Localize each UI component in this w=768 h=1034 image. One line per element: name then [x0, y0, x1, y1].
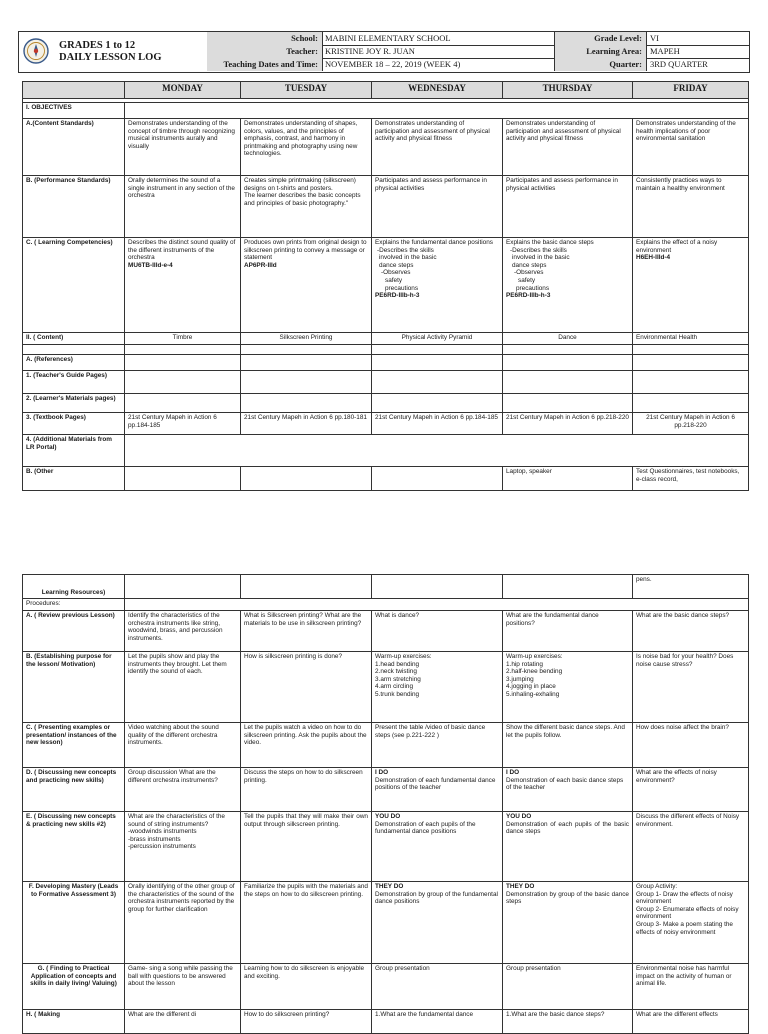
generalization-label: H. ( Making	[23, 1010, 125, 1034]
references-row	[23, 355, 749, 371]
cell-text: Participates and assess performance in physical activities	[503, 176, 633, 238]
cell-line: 3.arm stretching	[375, 675, 421, 683]
cell-line: Warm-up exercises:	[506, 653, 563, 660]
header-row-school	[207, 32, 749, 46]
cell-text: 1.What are the basic dance steps?	[503, 1010, 633, 1034]
cell-line: Demonstration of each basic dance steps of the teacher	[506, 776, 624, 792]
learning-area-value: MAPEH	[650, 46, 680, 56]
practical-application-label: G. ( Finding to Practical Application of concepts and skills in daily living/ Valuing)	[23, 964, 125, 1010]
cell-text: Demonstrates understanding of the health implications of poor environmental sanitation	[633, 119, 749, 176]
cell-text	[633, 882, 749, 964]
teacher-value: KRISTINE JOY R. JUAN	[325, 46, 415, 56]
cell-line: 2.half-knee bending	[506, 668, 563, 676]
cell-text: Environmental noise has harmful impact on the activity of human or animal life.	[633, 964, 749, 1010]
title-line-2: DAILY LESSON LOG	[59, 52, 162, 63]
cell-line: 1.head bending	[375, 660, 420, 668]
cell-line: Explains the effect of a noisy environment	[636, 239, 718, 254]
cell-line: I DO	[506, 769, 520, 776]
content-row	[23, 333, 749, 345]
cell-text	[372, 768, 503, 812]
cell-line: THEY DO	[506, 883, 535, 890]
cell-text: What are the fundamental dance positions?	[503, 611, 633, 652]
developing-mastery-label: F. Developing Mastery (Leads to Formative Assessment 3)	[23, 882, 125, 964]
competency-code: MU6TB-IIId-e-4	[128, 261, 173, 269]
cell-text: Dance	[503, 333, 633, 345]
cell-line: Demonstration by group of the fundamental dance positions	[375, 890, 498, 906]
review-row	[23, 611, 749, 652]
cell-line: Produces own prints from original design to silkscreen printing to convey a message or statement	[244, 239, 367, 262]
practical-application-row	[23, 964, 749, 1010]
cell-text: Show the different basic dance steps. And let the pupils follow.	[503, 723, 633, 768]
cell-line: 1.hip rotating	[506, 660, 543, 668]
quarter-value: 3RD QUARTER	[650, 59, 708, 69]
references-label: A. (References)	[23, 355, 125, 371]
cell-text	[503, 882, 633, 964]
cell-text	[241, 238, 372, 333]
cell-line: Describes the distinct sound quality of the different instruments of the orchestra	[128, 239, 236, 262]
cell-line: -woodwinds instruments	[128, 828, 197, 836]
cell-text: Is noise bad for your health? Does noise cause stress?	[633, 652, 749, 723]
procedures-row	[23, 599, 749, 611]
cell-line: precautions	[385, 284, 419, 292]
cell-line: THEY DO	[375, 883, 404, 890]
cell-text: 21st Century Mapeh in Action 6 pp.184-185	[372, 413, 503, 435]
cell-text: Orally identifying of the other group of the characteristics of the sound of the orchestra instruments reported by the group for further clarification	[125, 882, 241, 964]
cell-line: Demonstration of each pupils of the fundamental dance positions	[375, 820, 476, 836]
cell-text	[503, 768, 633, 812]
school-value: MABINI ELEMENTARY SCHOOL	[325, 33, 451, 43]
cell-text: How does noise affect the brain?	[633, 723, 749, 768]
cell-text: Demonstrates understanding of participation and assessment of physical activity and physical fitness	[372, 119, 503, 176]
cell-line: The learner describes the basic concepts and principles of basic photography."	[244, 192, 361, 207]
cell-text	[372, 652, 503, 723]
spacer-row	[23, 345, 749, 355]
learning-resources-label: Learning Resources)	[23, 575, 125, 599]
cell-line: Demonstration by group of the basic dance steps	[506, 890, 629, 906]
dates-label: Teaching Dates and Time:	[207, 58, 323, 71]
cell-text	[503, 652, 633, 723]
cell-line: -brass instruments	[128, 835, 181, 843]
cell-text: Demonstrates understanding of the concept of timbre through recognizing musical instruments aurally and visually	[125, 119, 241, 176]
cell-line: Explains the basic dance steps	[506, 239, 594, 246]
cell-text: Familiarize the pupils with the materials and the steps on how to do silkscreen printing.	[241, 882, 372, 964]
teacher-label: Teacher:	[207, 45, 323, 58]
title-line-1: GRADES 1 to 12	[59, 40, 136, 51]
corner-cell	[23, 82, 125, 99]
cell-text: Discuss the different effects of Noisy environment.	[633, 812, 749, 882]
cell-line: precautions	[516, 284, 550, 292]
learners-materials-label: 2. (Learner's Materials pages)	[23, 394, 125, 413]
discussing-concepts-row	[23, 768, 749, 812]
cell-text: Orally determines the sound of a single instrument in any section of the orchestra	[125, 176, 241, 238]
cell-line: involved in the basic	[379, 254, 437, 262]
cell-text: 1.What are the fundamental dance	[372, 1010, 503, 1034]
cell-line: 5.inhaling-exhaling	[506, 690, 560, 698]
cell-line: Demonstration of each fundamental dance positions of the teacher	[375, 776, 496, 792]
cell-text: Laptop, speaker	[503, 467, 633, 491]
cell-text: Learning how to do silkscreen is enjoyable and exciting.	[241, 964, 372, 1010]
quarter-label: Quarter:	[554, 58, 647, 71]
cell-text: Demonstrates understanding of shapes, colors, values, and the principles of emphasis, contrast, and harmony in printmaking and photography using new technologies.	[241, 119, 372, 176]
cell-line: -Observes	[514, 269, 544, 277]
cell-text: Discuss the steps on how to do silkscreen printing.	[241, 768, 372, 812]
cell-line: 3.jumping	[506, 675, 534, 683]
other-resources-label: B. (Other	[23, 467, 125, 491]
cell-text	[633, 238, 749, 333]
cell-line: 5.trunk bending	[375, 690, 420, 698]
cell-text: Physical Activity Pyramid	[372, 333, 503, 345]
cell-text	[125, 238, 241, 333]
cell-text: Game- sing a song while passing the ball with questions to be answered about the lesson	[125, 964, 241, 1010]
cell-text: Demonstrates understanding of participation and assessment of physical activity and physical fitness	[503, 119, 633, 176]
cell-text: Identify the characteristics of the orchestra instruments like string, woodwind, brass, and percussion instruments.	[125, 611, 241, 652]
presenting-examples-row	[23, 723, 749, 768]
cell-text: Timbre	[125, 333, 241, 345]
discussing-concepts-2-label: E. ( Discussing new concepts & practicing new skills #2)	[23, 812, 125, 882]
procedures-table	[22, 574, 749, 1034]
competency-code: AP6PR-IIId	[244, 261, 277, 269]
header-row-dates	[207, 58, 749, 71]
cell-line: Group 2- Enumerate effects of noisy environment	[636, 905, 739, 921]
cell-text: Tell the pupils that they will make their own output through silkscreen printing.	[241, 812, 372, 882]
cell-line: I DO	[375, 769, 389, 776]
cell-line: 2.neck twisting	[375, 668, 417, 676]
day-monday: MONDAY	[125, 82, 241, 99]
cell-text: 21st Century Mapeh in Action 6 pp.218-220	[503, 413, 633, 435]
cell-text: Group presentation	[372, 964, 503, 1010]
cell-line: Explains the fundamental dance positions	[375, 239, 493, 246]
cell-text: What are the basic dance steps?	[633, 611, 749, 652]
competency-code: PE6RD-IIIb-h-3	[506, 292, 551, 300]
cell-text: 21st Century Mapeh in Action 6 pp.218-220	[633, 413, 749, 435]
document-title	[59, 40, 199, 64]
cell-text: What is dance?	[372, 611, 503, 652]
cell-line: safety	[385, 276, 403, 284]
header-info	[207, 32, 749, 72]
cell-text: 21st Century Mapeh in Action 6 pp.180-181	[241, 413, 372, 435]
cell-line: Warm-up exercises:	[375, 653, 432, 660]
learning-competencies-label: C. ( Learning Competencies)	[23, 238, 125, 333]
cell-text: What is Silkscreen printing? What are the materials to be use in silkscreen printing?	[241, 611, 372, 652]
competency-code: PE6RD-IIIb-h-3	[375, 292, 420, 300]
day-tuesday: TUESDAY	[241, 82, 372, 99]
learning-area-label: Learning Area:	[554, 45, 647, 58]
day-friday: FRIDAY	[633, 82, 749, 99]
cell-line: What are the characteristics of the sound of string instruments?	[128, 813, 225, 828]
teachers-guide-label: 1. (Teacher's Guide Pages)	[23, 371, 125, 394]
teachers-guide-row	[23, 371, 749, 394]
procedures-heading: Procedures:	[23, 599, 125, 611]
other-resources-row	[23, 467, 749, 491]
cell-line: safety	[518, 276, 536, 284]
content-standards-label: A.(Content Standards)	[23, 119, 125, 176]
additional-materials-label: 4. (Additional Materials from LR Portal)	[23, 435, 125, 467]
header-row-teacher	[207, 45, 749, 59]
cell-line: 4.arm circling	[375, 683, 413, 691]
objectives-table	[22, 81, 749, 491]
cell-line: -percussion instruments	[128, 843, 196, 851]
cell-text: What are the effects of noisy environment?	[633, 768, 749, 812]
cell-line: YOU DO	[375, 813, 401, 820]
cell-line: 4.jogging in place	[506, 683, 556, 691]
cell-text	[125, 812, 241, 882]
cell-text: What are the different di	[125, 1010, 241, 1034]
developing-mastery-row	[23, 882, 749, 964]
learning-resources-row	[23, 575, 749, 599]
cell-text: What are the different effects	[633, 1010, 749, 1034]
cell-text: Silkscreen Printing	[241, 333, 372, 345]
additional-materials-row	[23, 435, 749, 467]
cell-line: Group Activity:	[636, 883, 678, 890]
cell-text: 21st Century Mapeh in Action 6 pp.184-185	[125, 413, 241, 435]
day-header-row	[23, 82, 749, 99]
cell-line: dance steps	[512, 261, 547, 269]
cell-line: Demonstration of each pupils of the basic dance steps	[506, 820, 629, 836]
dates-value: NOVEMBER 18 – 22, 2019 (WEEK 4)	[325, 59, 461, 69]
motivation-row	[23, 652, 749, 723]
discussing-concepts-label: D. ( Discussing new concepts and practicing new skills)	[23, 768, 125, 812]
discussing-concepts-2-row	[23, 812, 749, 882]
cell-line: -Observes	[381, 269, 411, 277]
cell-text: pens.	[633, 575, 749, 599]
review-label: A. ( Review previous Lesson)	[23, 611, 125, 652]
cell-text: How is silkscreen printing is done?	[241, 652, 372, 723]
cell-text	[372, 238, 503, 333]
cell-line: -Describes the skills	[510, 246, 567, 254]
cell-line: -Describes the skills	[377, 246, 434, 254]
cell-text: Video watching about the sound quality of the different orchestra instruments.	[125, 723, 241, 768]
cell-text: Let the pupils show and play the instruments they brought. Let them identify the sound of each.	[125, 652, 241, 723]
motivation-label: B. (Establishing purpose for the lesson/ Motivation)	[23, 652, 125, 723]
deped-seal-cell	[19, 32, 53, 72]
cell-text: Test Questionnaires, test notebooks, e-class record,	[633, 467, 749, 491]
textbook-pages-row	[23, 413, 749, 435]
generalization-row	[23, 1010, 749, 1034]
learners-materials-row	[23, 394, 749, 413]
cell-text: Group presentation	[503, 964, 633, 1010]
cell-line: YOU DO	[506, 813, 532, 820]
cell-line: involved in the basic	[512, 254, 570, 262]
grade-level-label: Grade Level:	[554, 32, 647, 45]
dll-header	[18, 31, 750, 73]
cell-text	[241, 176, 372, 238]
performance-standards-label: B. (Performance Standards)	[23, 176, 125, 238]
cell-text	[372, 812, 503, 882]
cell-line: Group 1- Draw the effects of noisy environment	[636, 890, 733, 906]
cell-line: Creates simple printmaking (silkscreen) designs on t-shirts and posters.	[244, 177, 356, 192]
textbook-pages-label: 3. (Textbook Pages)	[23, 413, 125, 435]
cell-text	[372, 882, 503, 964]
day-wednesday: WEDNESDAY	[372, 82, 503, 99]
cell-line: dance steps	[379, 261, 414, 269]
objectives-heading: I. OBJECTIVES	[23, 103, 125, 119]
performance-standards-row	[23, 176, 749, 238]
day-thursday: THURSDAY	[503, 82, 633, 99]
objectives-row	[23, 103, 749, 119]
cell-text	[503, 812, 633, 882]
presenting-examples-label: C. ( Presenting examples or presentation/ instances of the new lesson)	[23, 723, 125, 768]
cell-text: Let the pupils watch a video on how to do silkscreen printing. Ask the pupils about the video.	[241, 723, 372, 768]
deped-seal-icon	[23, 36, 49, 66]
learning-competencies-row	[23, 238, 749, 333]
content-label: II. ( Content)	[23, 333, 125, 345]
cell-text: Participates and assess performance in physical activities	[372, 176, 503, 238]
cell-text: How to do silkscreen printing?	[241, 1010, 372, 1034]
cell-text	[503, 238, 633, 333]
grade-level-value: VI	[650, 33, 659, 43]
cell-text: Group discussion What are the different orchestra instruments?	[125, 768, 241, 812]
competency-code: H6EH-IIId-4	[636, 254, 671, 262]
cell-text: Environmental Health	[633, 333, 749, 345]
content-standards-row	[23, 119, 749, 176]
school-label: School:	[207, 32, 323, 45]
cell-text: Consistently practices ways to maintain a healthy environment	[633, 176, 749, 238]
cell-text: Present the table /video of basic dance steps (see p.221-222 )	[372, 723, 503, 768]
cell-line: Group 3- Make a poem stating the effects of noisy environment	[636, 920, 733, 936]
